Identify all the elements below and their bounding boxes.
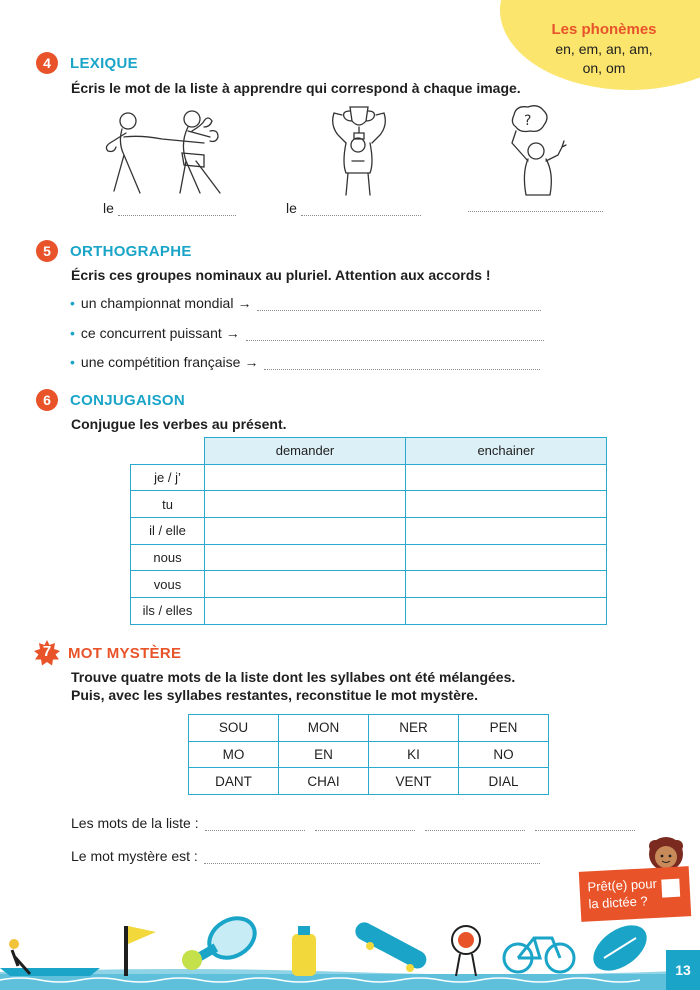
lexique-answer-3-line[interactable] [468, 200, 603, 212]
exercise-5-instruction: Écris ces groupes nominaux au pluriel. Attention aux accords ! [71, 267, 491, 283]
list-word-line-4[interactable] [535, 819, 635, 831]
answer-cell[interactable] [406, 491, 607, 518]
orthographe-answer-3-line[interactable] [264, 358, 540, 370]
badge-line-2: la dictée ? [588, 893, 649, 912]
answer-cell[interactable] [205, 598, 406, 625]
exercise-7-title: MOT MYSTÈRE [68, 644, 182, 662]
phonemes-title: Les phonèmes [551, 21, 657, 38]
lexique-answer-1-line[interactable] [118, 204, 236, 216]
exercise-6-instruction: Conjugue les verbes au présent. [71, 416, 287, 432]
svg-text:?: ? [524, 113, 532, 129]
water-bottle-icon [292, 926, 316, 976]
star-icon [34, 640, 60, 666]
rugby-ball-icon [585, 916, 655, 980]
table-row [131, 518, 607, 545]
skateboard-icon [352, 919, 429, 972]
phonemes-label [544, 20, 664, 78]
verb-header-enchainer: enchainer [406, 438, 607, 465]
conjugation-header-row [131, 438, 607, 465]
list-words-label: Les mots de la liste : [71, 815, 199, 831]
exercise-4-header [36, 52, 138, 74]
arrow-icon: → [225, 325, 240, 341]
lexique-answer-1-prefix: le [103, 200, 114, 216]
answer-cell[interactable] [205, 571, 406, 598]
arrow-icon: → [244, 354, 259, 370]
sports-footer-illustration [0, 900, 700, 990]
page-number: 13 [666, 950, 700, 990]
table-row [189, 715, 549, 742]
bullet-icon: • [70, 354, 75, 370]
phonemes-list-2: on, om [582, 60, 626, 76]
table-corner [131, 438, 205, 465]
pronoun-cell: il / elle [131, 518, 205, 545]
trophy-winner-illustration [328, 103, 388, 198]
pronoun-cell: ils / elles [131, 598, 205, 625]
answer-cell[interactable] [205, 518, 406, 545]
orthographe-answer-1-line[interactable] [257, 299, 541, 311]
syllable-cell: EN [279, 741, 369, 768]
verb-header-demander: demander [205, 438, 406, 465]
tennis-racket-icon [182, 910, 262, 970]
pronoun-cell: vous [131, 571, 205, 598]
bullet-icon: • [70, 325, 75, 341]
syllable-cell: NER [369, 715, 459, 742]
pronoun-cell: nous [131, 544, 205, 571]
list-word-line-2[interactable] [315, 819, 415, 831]
answer-cell[interactable] [406, 598, 607, 625]
orthographe-item-3-text: une compétition française [80, 354, 241, 370]
syllable-cell: MON [279, 715, 369, 742]
answer-cell[interactable] [406, 464, 607, 491]
exercise-7-header [34, 640, 181, 666]
exercise-7-instruction-1: Trouve quatre mots de la liste dont les syllabes ont été mélangées. [71, 669, 516, 685]
answer-cell[interactable] [205, 491, 406, 518]
table-row [131, 491, 607, 518]
exercise-4-instruction: Écris le mot de la liste à apprendre qui correspond à chaque image. [71, 80, 521, 96]
exercise-6-title: CONJUGAISON [70, 391, 185, 409]
syllable-table [188, 714, 549, 795]
exercise-5-header [36, 240, 192, 262]
phonemes-list-1: en, em, an, am, [555, 41, 653, 57]
table-row [131, 598, 607, 625]
orthographe-item-2-text: ce concurrent puissant [80, 325, 222, 341]
lexique-answer-3 [468, 200, 603, 212]
lexique-answer-2 [286, 200, 421, 216]
arrow-icon: → [237, 295, 252, 311]
table-row [131, 544, 607, 571]
exercise-4-title: LEXIQUE [70, 54, 138, 72]
answer-cell[interactable] [205, 544, 406, 571]
orthographe-answer-2-line[interactable] [246, 329, 544, 341]
thinking-person-illustration [500, 103, 580, 198]
mystery-word-label: Le mot mystère est : [71, 848, 198, 864]
syllable-cell: MO [189, 741, 279, 768]
lexique-answer-2-line[interactable] [301, 204, 421, 216]
conjugation-table [130, 437, 607, 625]
checkbox-icon[interactable] [661, 879, 680, 898]
exercise-7-instruction-2: Puis, avec les syllabes restantes, reconstitue le mot mystère. [71, 687, 478, 703]
answer-cell[interactable] [406, 518, 607, 545]
syllable-cell: NO [459, 741, 549, 768]
syllable-cell: VENT [369, 768, 459, 795]
bullet-icon: • [70, 295, 75, 311]
archery-target-icon [452, 926, 480, 976]
answer-cell[interactable] [406, 544, 607, 571]
bicycle-icon [504, 938, 574, 972]
answer-cell[interactable] [205, 464, 406, 491]
exercise-7-number: 7 [42, 643, 52, 660]
table-row [131, 464, 607, 491]
rower-icon [0, 939, 100, 976]
pronoun-cell: tu [131, 491, 205, 518]
syllable-cell: PEN [459, 715, 549, 742]
syllable-cell: DANT [189, 768, 279, 795]
syllable-cell: CHAI [279, 768, 369, 795]
list-word-line-1[interactable] [205, 819, 305, 831]
orthographe-item-1-text: un championnat mondial [80, 295, 234, 311]
flag-icon [124, 926, 156, 976]
syllable-cell: KI [369, 741, 459, 768]
exercise-4-number: 4 [36, 52, 58, 74]
table-row [189, 741, 549, 768]
pronoun-cell: je / j’ [131, 464, 205, 491]
orthographe-item-1 [70, 295, 541, 311]
mystery-word-line[interactable] [204, 852, 540, 864]
exercise-6-number: 6 [36, 389, 58, 411]
table-row [189, 768, 549, 795]
exercise-6-header [36, 389, 185, 411]
syllable-cell: DIAL [459, 768, 549, 795]
syllable-cell: SOU [189, 715, 279, 742]
badge-line-1: Prêt(e) pour [587, 875, 658, 895]
exercise-5-title: ORTHOGRAPHE [70, 242, 192, 260]
exercise-5-number: 5 [36, 240, 58, 262]
orthographe-item-3 [70, 354, 540, 370]
lexique-answer-1 [103, 200, 236, 216]
lexique-answer-2-prefix: le [286, 200, 297, 216]
kickboxing-illustration [100, 103, 240, 198]
orthographe-item-2 [70, 325, 544, 341]
list-words-row [71, 815, 635, 831]
mystery-word-row [71, 848, 540, 864]
answer-cell[interactable] [406, 571, 607, 598]
list-word-line-3[interactable] [425, 819, 525, 831]
table-row [131, 571, 607, 598]
